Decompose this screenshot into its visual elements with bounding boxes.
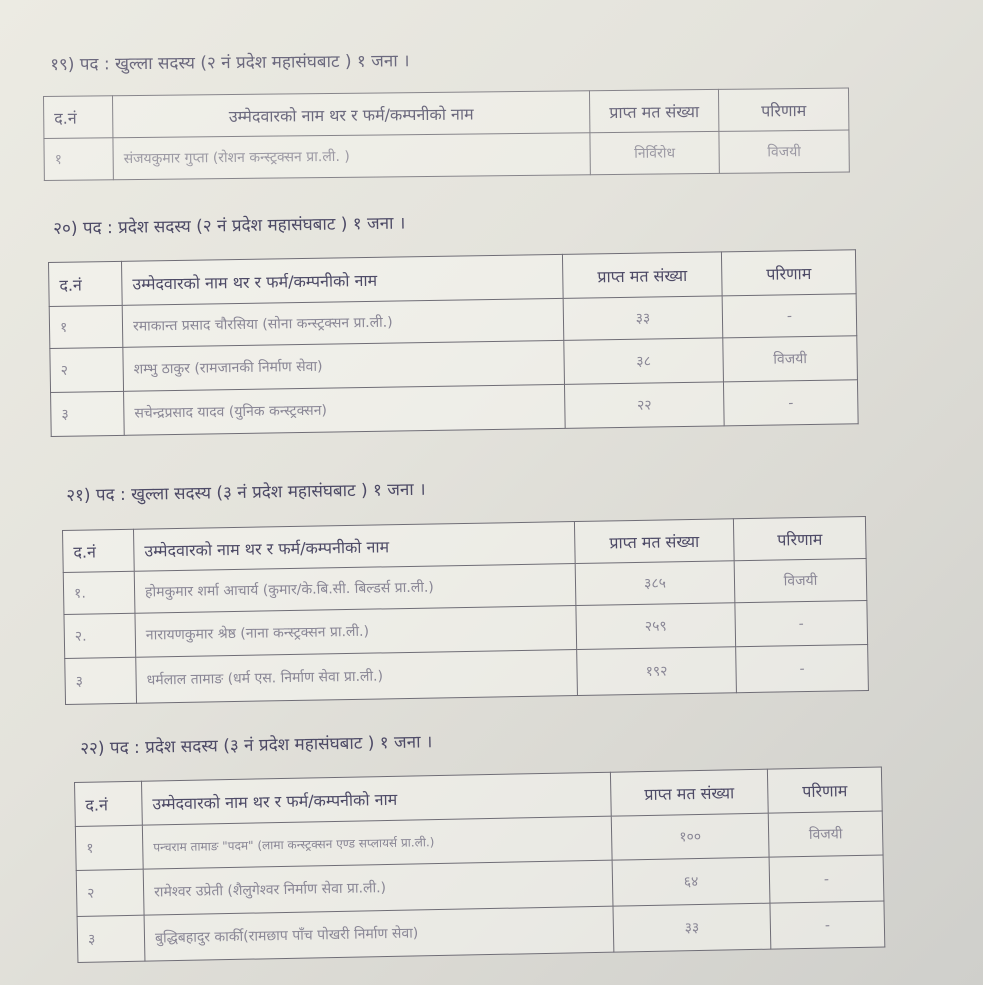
row-sn: २ xyxy=(76,869,144,916)
row-sn: ३ xyxy=(65,657,137,704)
section-20-table xyxy=(48,249,859,437)
col-result-header: परिणाम xyxy=(767,767,882,813)
col-name-header: उम्मेदवारको नाम थर र फर्म/कम्पनीको नाम xyxy=(133,522,575,572)
col-sn-header: द.नं xyxy=(75,781,143,826)
row-result: - xyxy=(736,644,869,692)
row-sn: २. xyxy=(64,613,136,658)
col-result-header: परिणाम xyxy=(721,250,856,296)
row-candidate: होमकुमार शर्मा आचार्य (कुमार/के.बि.सी. बिल्डर्स प्रा.ली.) xyxy=(134,564,576,614)
row-votes: ३८ xyxy=(564,338,724,384)
section-19-title: १९) पद : खुल्ला सदस्य (२ नं प्रदेश महासंघबाट ) १ जना । xyxy=(50,51,410,75)
row-candidate: शम्भु ठाकुर (रामजानकी निर्माण सेवा) xyxy=(123,340,565,391)
row-sn: १. xyxy=(63,571,135,614)
row-candidate: बुद्धिबहादुर कार्की(रामछाप पाँच पोखरी निर्माण सेवा) xyxy=(144,906,614,961)
col-votes-header: प्राप्त मत संख्या xyxy=(589,89,718,132)
section-21-title: २१) पद : खुल्ला सदस्य (३ नं प्रदेश महासंघबाट ) १ जना । xyxy=(66,479,426,506)
row-result: विजयी xyxy=(723,336,858,382)
col-name-header: उम्मेदवारको नाम थर र फर्म/कम्पनीको नाम xyxy=(141,772,611,825)
row-sn: १ xyxy=(49,305,123,348)
col-result-header: परिणाम xyxy=(733,516,866,560)
section-21-table xyxy=(62,516,869,705)
row-result: विजयी xyxy=(734,558,867,602)
row-sn: २ xyxy=(50,347,124,392)
row-result: - xyxy=(722,294,857,338)
col-sn-header: द.नं xyxy=(49,261,123,306)
table-row xyxy=(44,130,849,180)
row-result: - xyxy=(735,600,868,646)
row-votes: १९२ xyxy=(577,647,737,696)
row-candidate: संजयकुमार गुप्ता (रोशन कन्स्ट्रक्सन प्रा.ली. ) xyxy=(113,133,590,180)
row-result: - xyxy=(769,855,884,903)
section-22-title: २२) पद : प्रदेश सदस्य (३ नं प्रदेश महासंघबाट ) १ जना । xyxy=(80,732,433,759)
row-candidate: धर्मलाल तामाङ (धर्म एस. निर्माण सेवा प्रा.ली.) xyxy=(136,650,578,704)
section-22-table xyxy=(74,766,885,962)
row-votes: ३८५ xyxy=(575,561,735,606)
row-votes: ३३ xyxy=(563,296,723,340)
row-result: - xyxy=(770,901,885,949)
col-name-header: उम्मेदवारको नाम थर र फर्म/कम्पनीको नाम xyxy=(121,254,563,305)
row-sn: ३ xyxy=(51,391,125,436)
section-20-title: २०) पद : प्रदेश सदस्य (२ नं प्रदेश महासंघबाट ) १ जना । xyxy=(53,213,406,239)
row-result: विजयी xyxy=(719,130,849,173)
row-result: विजयी xyxy=(768,811,883,857)
col-votes-header: प्राप्त मत संख्या xyxy=(610,769,768,816)
row-sn: १ xyxy=(44,138,113,181)
col-name-header: उम्मेदवारको नाम थर र फर्म/कम्पनीको नाम xyxy=(113,91,590,138)
col-sn-header: द.नं xyxy=(44,96,113,139)
col-sn-header: द.नं xyxy=(63,529,135,572)
row-votes: १०० xyxy=(611,813,769,860)
col-votes-header: प्राप्त मत संख्या xyxy=(574,519,734,564)
section-19-table xyxy=(43,88,850,181)
row-candidate: रमाकान्त प्रसाद चौरसिया (सोना कन्स्ट्रक्सन प्रा.ली.) xyxy=(122,298,564,347)
row-votes: ६४ xyxy=(612,857,770,906)
row-candidate: पन्चराम तामाङ "पदम" (लामा कन्स्ट्रक्सन एण्ड सप्लायर्स प्रा.ली.) xyxy=(142,816,612,869)
row-votes: निर्विरोध xyxy=(590,131,719,174)
row-candidate: सचेन्द्रप्रसाद यादव (युनिक कन्स्ट्रक्सन) xyxy=(124,384,566,435)
row-votes: २५९ xyxy=(576,603,736,650)
row-votes: ३३ xyxy=(613,903,771,952)
row-sn: ३ xyxy=(77,915,145,962)
row-sn: १ xyxy=(75,825,143,870)
row-candidate: रामेश्वर उप्रेती (शैलुगेश्वर निर्माण सेवा प्रा.ली.) xyxy=(143,860,613,915)
col-votes-header: प्राप्त मत संख्या xyxy=(562,252,722,298)
row-votes: २२ xyxy=(564,382,724,428)
row-result: - xyxy=(723,380,858,426)
row-candidate: नारायणकुमार श्रेष्ठ (नाना कन्स्ट्रक्सन प्रा.ली.) xyxy=(135,606,577,658)
col-result-header: परिणाम xyxy=(718,88,848,131)
